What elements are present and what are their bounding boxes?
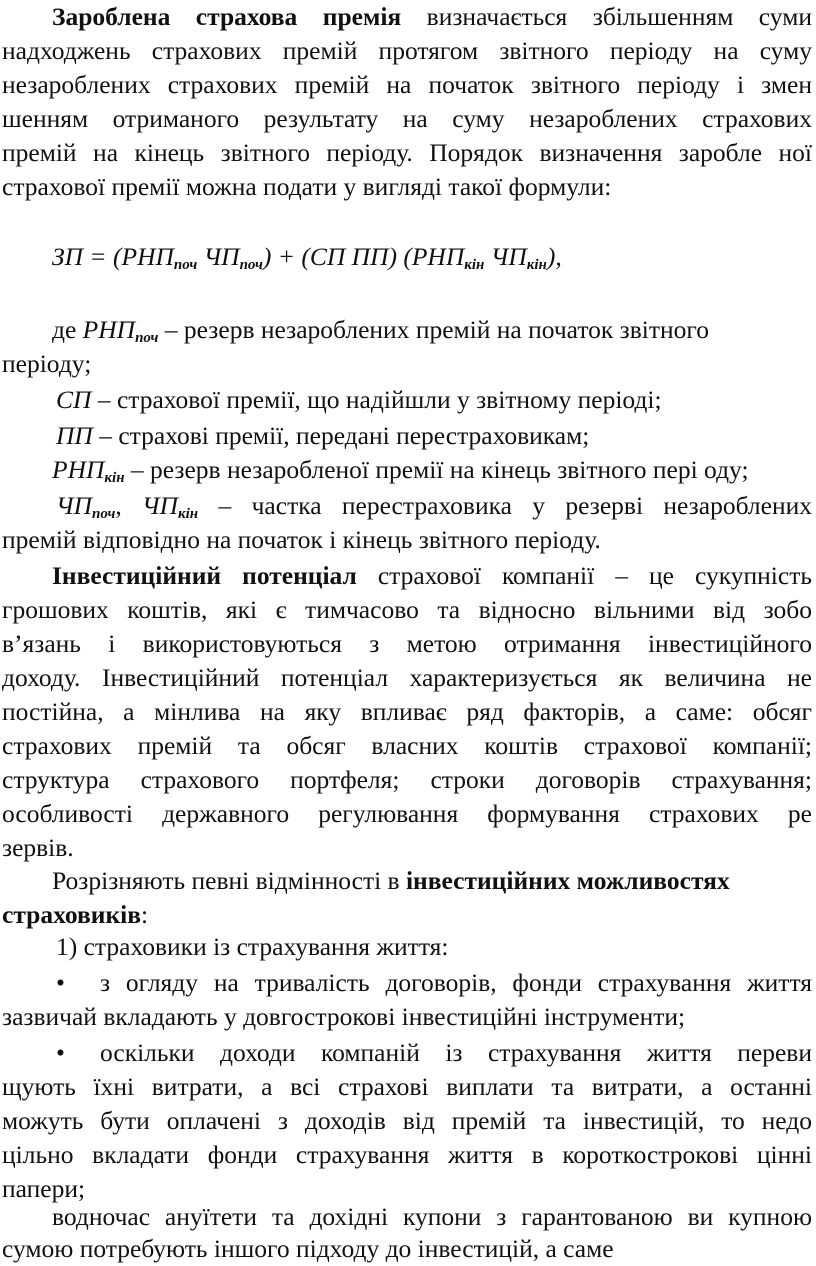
definition-sp: СП – страхової премії, що надійшли у звітному періоді; (56, 385, 662, 414)
paragraph-1-line-6: страхової премії можна подати у вигляді такої формули: (2, 172, 612, 201)
term-investment-opportunities: інвестиційних можливостях (405, 866, 730, 895)
paragraph-1-line-1: Зароблена страхова премія визначається збільшенням суми (52, 2, 812, 31)
bullet-1-line-2: зазвичай вкладають у довгострокові інвестиційні інструменти; (2, 1002, 686, 1031)
paragraph-2-line-7: структура страхового портфеля; строки договорів страхування; (2, 765, 812, 794)
definition-chp: $ЧП_{поч}$, $ЧП_{кін}$ – частка перестраховика у резерві незароблених (56, 491, 812, 522)
bullet-2-line-3: можуть бути оплачені з доходів від премій та інвестицій, то недо (2, 1106, 812, 1135)
paragraph-1-line-4: шенням отриманого результату на суму незароблених страхових (2, 104, 812, 133)
paragraph-1-line-3: незароблених страхових премій на початок звітного періоду і змен (2, 70, 812, 99)
paragraph-4-line-1: водночас ануїтети та дохідні купони з гарантованою ви купною (52, 1202, 812, 1231)
paragraph-2-line-4: доходу. Інвестиційний потенціал характеризується як величина не (2, 663, 812, 692)
bullet-icon: • (56, 968, 65, 997)
bullet-1-line-1: • з огляду на тривалість договорів, фонди страхування життя (56, 966, 812, 1000)
paragraph-2-line-2: грошових коштів, які є тимчасово та відносно вільними від зобо (2, 595, 812, 624)
bullet-icon: • (56, 1038, 65, 1067)
definition-rnp-kin: $РНП_{кін}$ – резерв незаробленої премії на кінець звітного пері оду; (52, 455, 749, 486)
paragraph-2-line-8: особливості державного регулювання формування страхових ре (2, 799, 812, 828)
bullet-2-line-1: • оскільки доходи компаній із страхування життя переви (56, 1036, 812, 1070)
bullet-2-line-2: щують їхні витрати, а всі страхові виплати та витрати, а останні (2, 1072, 812, 1101)
paragraph-2-line-6: страхових премій та обсяг власних коштів страхової компанії; (2, 731, 812, 760)
definition-rnp-poch-cont: періоду; (2, 349, 92, 378)
paragraph-4-line-2: сумою потребують іншого підходу до інвестицій, а саме (2, 1234, 614, 1263)
paragraph-1-line-5: премій на кінець звітного періоду. Порядок визначення зароблe ної (2, 138, 812, 167)
definition-pp: ПП – страхові премії, передані перестраховикам; (56, 421, 590, 450)
paragraph-1-line-2: надходжень страхових премій протягом звітного періоду на суму (2, 36, 812, 65)
paragraph-2-line-3: в’язань і використовуються з метою отримання інвестиційного (2, 629, 812, 658)
term-investment-potential: Інвестиційний потенціал (52, 561, 357, 590)
formula: ЗП = ($РНП_{поч}$ $ЧП_{поч}) + (СП$ ПП) ($РНП_{кін}$ $ЧП_{кін}$), (52, 242, 562, 273)
term-earned-premium: Зароблена страхова премія (52, 2, 402, 31)
bullet-2-line-4: цільно вкладати фонди страхування життя в короткострокові цінні (2, 1140, 812, 1169)
paragraph-2-line-9: зервів. (2, 833, 74, 862)
list-item-1: 1) страховики із страхування життя: (56, 932, 449, 961)
paragraph-2-line-5: постійна, а мінлива на яку впливає ряд факторів, а саме: обсяг (2, 697, 812, 726)
paragraph-3-line-1: Розрізняють певні відмінності в інвестиційних можливостях (52, 866, 730, 895)
definition-chp-cont: премій відповідно на початок і кінець звітного періоду. (2, 525, 601, 554)
paragraph-3-line-2: страховиків: (2, 900, 149, 929)
bullet-2-line-5: папери; (2, 1174, 86, 1203)
paragraph-2-line-1: Інвестиційний потенціал страхової компанії – це сукупність (52, 561, 812, 590)
definition-rnp-poch: де $РНП_{поч}$ – резерв незароблених премій на початок звітного (52, 315, 709, 346)
